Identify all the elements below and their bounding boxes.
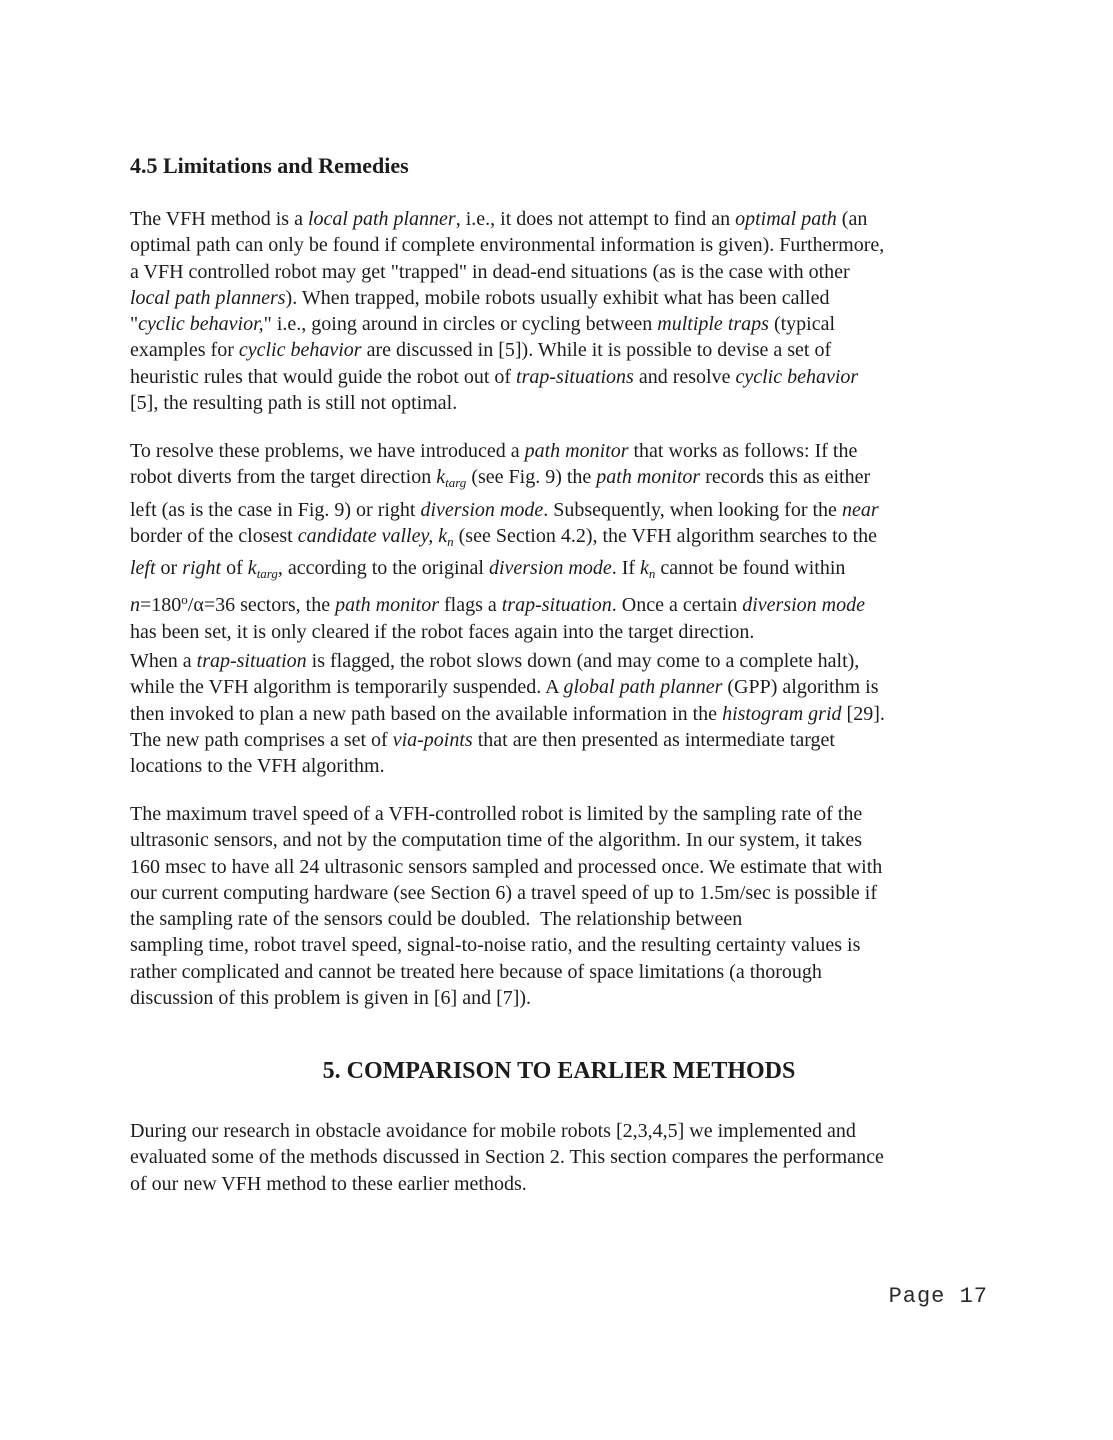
text-line: of our new VFH method to these earlier methods. [130, 1172, 527, 1195]
paragraph-limitations-intro [130, 206, 990, 416]
text-line: left or right of $k_{targ}$, according to the original diversion mode. If $k_n$ cannot be found within [130, 557, 846, 582]
text-line: left (as is the case in Fig. 9) or right diversion mode. Subsequently, when looking for the near [130, 498, 879, 521]
text-line: heuristic rules that would guide the robot out of trap-situations and resolve cyclic behavior [130, 365, 859, 388]
text-line: $n=180^o/\alpha=36$ sectors, the path monitor flags a trap-situation. Once a certain diversion mode [130, 592, 866, 617]
paragraph-trap-situation [130, 648, 990, 779]
text-line: a VFH controlled robot may get "trapped" in dead-end situations (as is the case with other [130, 260, 850, 283]
text-line: rather complicated and cannot be treated here because of space limitations (a thorough [130, 960, 822, 983]
paragraph-path-monitor [130, 438, 990, 645]
text-line: [5], the resulting path is still not optimal. [130, 392, 458, 415]
text-line: During our research in obstacle avoidance for mobile robots [2,3,4,5] we implemented and [130, 1120, 856, 1142]
text-line: sampling time, robot travel speed, signal-to-noise ratio, and the resulting certainty values is [130, 934, 861, 957]
text-line: 160 msec to have all 24 ultrasonic sensors sampled and processed once. We estimate that with [130, 855, 883, 878]
page-number: Page 17 [888, 1284, 988, 1309]
text-line: The maximum travel speed of a VFH-controlled robot is limited by the sampling rate of the [130, 803, 863, 825]
text-line: examples for cyclic behavior are discussed in [5]). While it is possible to devise a set of [130, 339, 832, 362]
text-line: evaluated some of the methods discussed in Section 2. This section compares the performance [130, 1146, 884, 1169]
text-line: the sampling rate of the sensors could be doubled. The relationship between [130, 908, 743, 931]
text-line: while the VFH algorithm is temporarily suspended. A global path planner (GPP) algorithm is [130, 676, 879, 699]
text-line: then invoked to plan a new path based on the available information in the histogram grid [29]. [130, 702, 885, 725]
text-line: our current computing hardware (see Section 6) a travel speed of up to 1.5m/sec is possible if [130, 881, 878, 904]
text-line: "cyclic behavior," i.e., going around in circles or cycling between multiple traps (typical [130, 313, 836, 336]
text-line: discussion of this problem is given in [6] and [7]). [130, 987, 532, 1010]
text-line: To resolve these problems, we have introduced a path monitor that works as follows: If the [130, 440, 858, 462]
text-line: border of the closest candidate valley, $k_n$ (see Section 4.2), the VFH algorithm searches to the [130, 524, 878, 549]
paragraph-max-travel-speed [130, 801, 990, 1011]
text-line: has been set, it is only cleared if the robot faces again into the target direction. [130, 620, 755, 643]
text-line: locations to the VFH algorithm. [130, 755, 385, 778]
paragraph-comparison-intro [130, 1118, 990, 1197]
text-line: When a trap-situation is flagged, the robot slows down (and may come to a complete halt), [130, 650, 860, 672]
section-heading-5: 5. COMPARISON TO EARLIER METHODS [322, 1058, 796, 1084]
section-heading-4-5: 4.5 Limitations and Remedies [130, 153, 409, 178]
text-line: ultrasonic sensors, and not by the computation time of the algorithm. In our system, it takes [130, 829, 863, 852]
text-line: The new path comprises a set of via-points that are then presented as intermediate target [130, 728, 835, 751]
text-line: The VFH method is a local path planner, i.e., it does not attempt to find an optimal path (an [130, 208, 868, 230]
text-line: robot diverts from the target direction $k_{targ}$ (see Fig. 9) the path monitor records this as either [130, 466, 871, 491]
text-line: optimal path can only be found if complete environmental information is given). Furthermore, [130, 234, 885, 257]
text-line: local path planners). When trapped, mobile robots usually exhibit what has been called [130, 286, 830, 309]
